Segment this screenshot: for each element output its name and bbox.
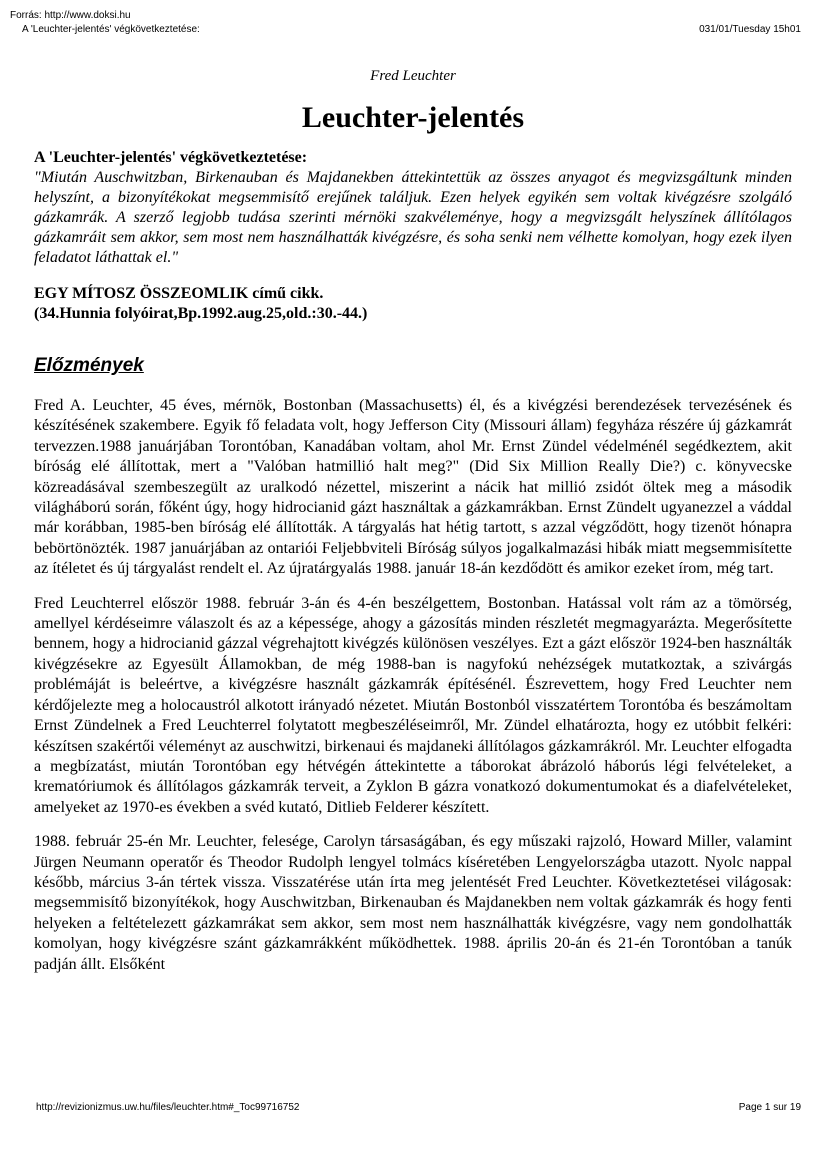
browser-page-title: A 'Leuchter-jelentés' végkövetkeztetése:: [22, 24, 200, 35]
article-reference: [34, 284, 792, 324]
page-number: Page 1 sur 19: [738, 1102, 801, 1113]
page-title: Leuchter-jelentés: [301, 101, 525, 134]
article-source: (34.Hunnia folyóirat,Bp.1992.aug.25,old.:30.-44.): [34, 305, 368, 322]
document-body: [34, 66, 792, 989]
footer-url: http://revizionizmus.uw.hu/files/leuchter.htm#_Toc99716752: [36, 1102, 300, 1113]
source-line: Forrás: http://www.doksi.hu: [10, 10, 131, 21]
paragraph-2: Fred Leuchterrel először 1988. február 3-án és 4-én beszélgettem, Bostonban. Hatással volt rám az a tömörség, amellyel kérdéseimre válaszolt és az a képessége, ahogy a gázosítás minden részletét megmagyarázta. Megerősítette bennem, hogy a hidrocianid gázzal végrehajtott kivégzés különösen veszélyes. Ezt a gázt először 1924-ben használták kivégzésekre az Egyesült Államokban, de még 1988-ban is nagyfokú nehézségek mutatkoztak, a szivárgás problémáját is beleértve, a kivégzésre használt gázkamrák építésénél. Észrevettem, hogy Fred Leuchter nem kérdőjelezte meg a holocaustról alkotott irányadó nézetet. Miután Bostonból visszatértem Torontóba és beszámoltam Ernst Zündelnek a Fred Leuchterrel folytatott megbeszéléseimről, Mr. Zündel elhatározta, hogy ez utóbbit felkéri: készítsen szakértői véleményt az auschwitzi, birkenaui és majdaneki állítólagos gázkamrákról. Mr. Leuchter elfogadta a megbízatást, miután Torontóban egy hétvégén áttekintette a táborokat ábrázoló háborús légi felvételeket, a krematóriumok és állítólagos gázkamrák terveit, a Zyklon B gázra vonatkozó dokumentumokat és a diafelvételeket, amelyeket az 1970-es években a svéd kutató, Ditlieb Felderer készített.: [34, 594, 792, 816]
author-name: Fred Leuchter: [370, 68, 456, 84]
section-heading: Előzmények: [34, 355, 144, 376]
conclusion-quote: "Miután Auschwitzban, Birkenauban és Majdanekben áttekintettük az összes anyagot és megvizsgáltunk minden helyszínt, a bizonyítékokat megsemmisítő erejűnek találjuk. Ezen helyek egyikén sem voltak kivégzésre szolgáló gázkamrák. A szerző legjobb tudása szerinti mérnöki szakvéleménye, hogy a megvizsgált helyszínek állítólagos gázkamráit sem akkor, sem most nem használhatták kivégzésre, és soha senki nem vélhette komolyan, hogy ezek ilyen feladatot láthattak el.": [34, 169, 792, 266]
print-timestamp: 031/01/Tuesday 15h01: [699, 24, 801, 35]
conclusion-heading: A 'Leuchter-jelentés' végkövetkeztetése:: [34, 149, 308, 166]
paragraph-1: Fred A. Leuchter, 45 éves, mérnök, Bostonban (Massachusetts) él, és a kivégzési berendezések tervezésének és készítésének szakembere. Egyik fő feladata volt, hogy Jefferson City (Missouri állam) fegyháza részére új gázkamrát tervezzen.1988 januárjában Torontóban, Kanadában voltam, ahol Mr. Ernst Zündel védelménél segédkeztem, akit bíróság elé állítottak, mert a "Valóban hatmillió halt meg?" (Did Six Million Really Die?) c. könyvecske közreadásával szembeszegült az uralkodó nézettel, miszerint a nácik hat millió zsidót öltek meg a második világháború során, főként úgy, hogy hidrocianid gázt használtak a gázkamrákban. Ernst Zündelt ugyanezzel a váddal már korábban, 1985-ben bíróság elé állították. A tárgyalás hat hétig tartott, s azzal végződött, hogy tizenöt hónapra bebörtönözték. 1987 januárjában az ontariói Feljebbviteli Bíróság súlyos jogalkalmazási hibák miatt megsemmisítette az ítéletet és új tárgyalást rendelt el. Az újratárgyalás 1988. január 18-án kezdődött és amikor ezeket írom, még tart.: [34, 397, 792, 578]
paragraph-3: 1988. február 25-én Mr. Leuchter, felesége, Carolyn társaságában, és egy műszaki rajzoló, Howard Miller, valamint Jürgen Neumann operatőr és Theodor Rudolph lengyel tolmács kíséretében Lengyelországba utazott. Nyolc nappal később, március 3-án tértek vissza. Visszatérése után írta meg jelentését Fred Leuchter. Következtetései világosak: megsemmisítő bizonyítékok, hogy Auschwitzban, Birkenauban és Majdanekben nem voltak gázkamrák és hogy fenti helyeken a feltételezett gázkamrákat sem akkor, sem most nem használhatták kivégzésre, vagy nem gondolhatták komolyan, hogy kivégzésre szánt gázkamrákként működhettek. 1988. április 20-án és 21-én Torontóban a tanúk padján állt. Elsőként: [34, 833, 792, 973]
article-title: EGY MÍTOSZ ÖSSZEOMLIK című cikk.: [34, 285, 324, 302]
